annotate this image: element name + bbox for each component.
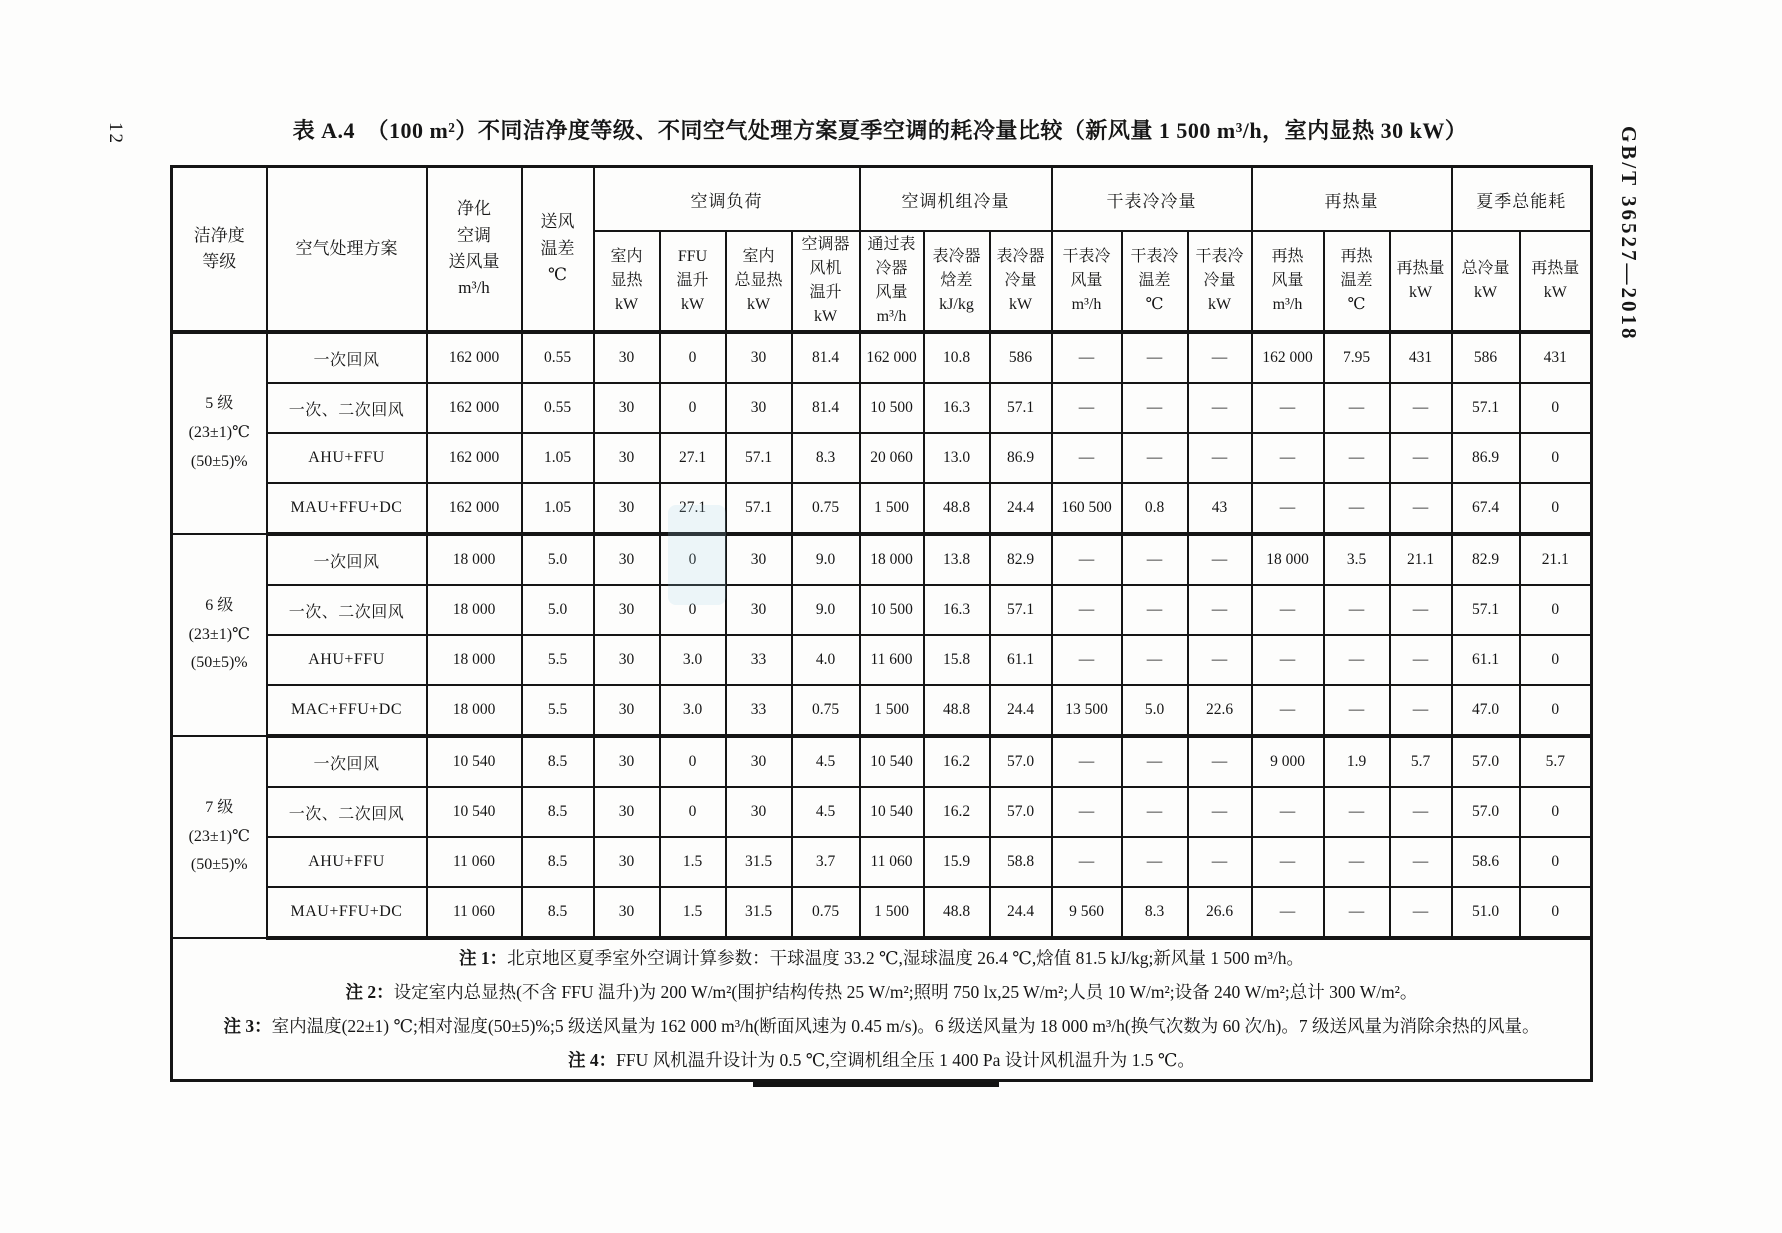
table-a4 (170, 165, 1593, 1082)
value-cell: — (1188, 787, 1252, 837)
footer-rule (753, 1082, 999, 1087)
table-row (172, 332, 1592, 383)
value-cell: 0 (1520, 635, 1592, 685)
value-cell: 8.5 (522, 787, 594, 837)
value-cell: 4.0 (792, 635, 860, 685)
value-cell: — (1122, 383, 1188, 433)
note-label: 注 1： (458, 948, 508, 968)
value-cell: 57.0 (1452, 736, 1520, 787)
value-cell: 57.1 (726, 483, 792, 534)
value-cell: 16.3 (924, 585, 990, 635)
value-cell: 81.4 (792, 332, 860, 383)
value-cell: 20 060 (860, 433, 924, 483)
value-cell: 5.0 (1122, 685, 1188, 736)
value-cell: 11 060 (860, 837, 924, 887)
value-cell: 1.9 (1324, 736, 1390, 787)
value-cell: — (1122, 534, 1188, 585)
value-cell: 0 (660, 787, 726, 837)
note-text: 室内温度(22±1) ℃;相对湿度(50±5)%;5 级送风量为 162 000 m³/h(断面风速为 0.45 m/s)。6 级送风量为 18 000 m³/h(换气次数为 60 次/h)。7 级送风量为消除余热的风量。 (271, 1016, 1540, 1037)
value-cell: 9.0 (792, 585, 860, 635)
notes-row (172, 938, 1592, 1080)
value-cell: 27.1 (660, 433, 726, 483)
value-cell: — (1390, 585, 1452, 635)
value-cell: 61.1 (1452, 635, 1520, 685)
value-cell: 431 (1520, 332, 1592, 383)
value-cell: — (1324, 635, 1390, 685)
value-cell: 0 (660, 534, 726, 585)
column-header: 再热量 kW (1520, 231, 1592, 332)
column-header: 洁净度 等级 (172, 167, 267, 333)
value-cell: — (1122, 332, 1188, 383)
value-cell: — (1390, 383, 1452, 433)
value-cell: 30 (594, 887, 660, 938)
value-cell: 162 000 (427, 483, 522, 534)
scheme-cell: 一次、二次回风 (267, 787, 427, 837)
note-item (175, 941, 1588, 975)
value-cell: — (1188, 534, 1252, 585)
scheme-cell: 一次、二次回风 (267, 383, 427, 433)
scheme-cell: 一次回风 (267, 332, 427, 383)
value-cell: 0 (1520, 787, 1592, 837)
page-number: 12 (105, 122, 126, 145)
value-cell: 10 540 (427, 736, 522, 787)
value-cell: — (1390, 685, 1452, 736)
value-cell: 86.9 (1452, 433, 1520, 483)
value-cell: 162 000 (427, 332, 522, 383)
value-cell: 57.0 (990, 787, 1052, 837)
value-cell: — (1122, 787, 1188, 837)
value-cell: 8.3 (1122, 887, 1188, 938)
value-cell: 0 (1520, 383, 1592, 433)
value-cell: — (1324, 887, 1390, 938)
value-cell: 30 (594, 837, 660, 887)
value-cell: 57.1 (1452, 585, 1520, 635)
value-cell: — (1052, 787, 1122, 837)
note-text: 设定室内总显热(不含 FFU 温升)为 200 W/m²(围护结构传热 25 W/m²;照明 750 lx,25 W/m²;人员 10 W/m²;设备 240 W/m²;总计 300 W/m²。 (393, 982, 1418, 1003)
value-cell: — (1252, 887, 1324, 938)
value-cell: 162 000 (427, 383, 522, 433)
value-cell: 5.5 (522, 635, 594, 685)
value-cell: 8.5 (522, 887, 594, 938)
value-cell: 27.1 (660, 483, 726, 534)
value-cell: 18 000 (1252, 534, 1324, 585)
value-cell: 10 540 (427, 787, 522, 837)
value-cell: 22.6 (1188, 685, 1252, 736)
value-cell: 30 (726, 332, 792, 383)
value-cell: 16.3 (924, 383, 990, 433)
value-cell: 9 560 (1052, 887, 1122, 938)
table-row (172, 585, 1592, 635)
value-cell: — (1252, 685, 1324, 736)
value-cell: — (1188, 332, 1252, 383)
value-cell: 1.5 (660, 887, 726, 938)
value-cell: 9 000 (1252, 736, 1324, 787)
note-text: 北京地区夏季室外空调计算参数：干球温度 33.2 ℃,湿球温度 26.4 ℃,焓值 81.5 kJ/kg;新风量 1 500 m³/h。 (507, 948, 1305, 968)
value-cell: 33 (726, 635, 792, 685)
value-cell: 61.1 (990, 635, 1052, 685)
value-cell: 67.4 (1452, 483, 1520, 534)
value-cell: 0 (1520, 483, 1592, 534)
value-cell: 0.75 (792, 483, 860, 534)
value-cell: — (1324, 685, 1390, 736)
value-cell: 13.0 (924, 433, 990, 483)
value-cell: 18 000 (427, 534, 522, 585)
value-cell: 30 (594, 635, 660, 685)
value-cell: — (1324, 433, 1390, 483)
value-cell: — (1188, 736, 1252, 787)
grade-cell: 7 级 (23±1)℃ (50±5)% (172, 736, 267, 938)
value-cell: 5.0 (522, 585, 594, 635)
value-cell: 26.6 (1188, 887, 1252, 938)
value-cell: 57.0 (1452, 787, 1520, 837)
value-cell: 82.9 (1452, 534, 1520, 585)
grade-cell: 5 级 (23±1)℃ (50±5)% (172, 332, 267, 534)
scheme-cell: 一次回风 (267, 736, 427, 787)
value-cell: — (1390, 887, 1452, 938)
value-cell: — (1324, 383, 1390, 433)
table-row (172, 787, 1592, 837)
value-cell: 86.9 (990, 433, 1052, 483)
table-row (172, 837, 1592, 887)
value-cell: — (1390, 837, 1452, 887)
column-header: 通过表 冷器 风量 m³/h (860, 231, 924, 332)
value-cell: 30 (726, 787, 792, 837)
value-cell: 16.2 (924, 787, 990, 837)
value-cell: — (1252, 585, 1324, 635)
value-cell: 30 (594, 483, 660, 534)
value-cell: 57.1 (1452, 383, 1520, 433)
value-cell: 8.5 (522, 837, 594, 887)
column-group-header: 夏季总能耗 (1452, 167, 1592, 232)
value-cell: — (1324, 787, 1390, 837)
value-cell: 30 (594, 685, 660, 736)
value-cell: 0 (1520, 837, 1592, 887)
value-cell: 8.5 (522, 736, 594, 787)
table-row (172, 887, 1592, 938)
value-cell: 0 (660, 736, 726, 787)
value-cell: 24.4 (990, 685, 1052, 736)
value-cell: 18 000 (427, 685, 522, 736)
column-header: 空调器 风机 温升 kW (792, 231, 860, 332)
value-cell: 0 (1520, 585, 1592, 635)
value-cell: 8.3 (792, 433, 860, 483)
scheme-cell: AHU+FFU (267, 837, 427, 887)
value-cell: 0 (1520, 433, 1592, 483)
value-cell: 4.5 (792, 736, 860, 787)
value-cell: 30 (726, 534, 792, 585)
value-cell: 11 060 (427, 837, 522, 887)
value-cell: 0 (1520, 887, 1592, 938)
value-cell: 81.4 (792, 383, 860, 433)
value-cell: — (1188, 837, 1252, 887)
value-cell: 1 500 (860, 887, 924, 938)
value-cell: 586 (1452, 332, 1520, 383)
value-cell: — (1390, 433, 1452, 483)
value-cell: 16.2 (924, 736, 990, 787)
column-header: 再热 温差 ℃ (1324, 231, 1390, 332)
value-cell: — (1122, 585, 1188, 635)
scheme-cell: MAU+FFU+DC (267, 887, 427, 938)
note-item (175, 1009, 1588, 1043)
value-cell: 82.9 (990, 534, 1052, 585)
scheme-cell: AHU+FFU (267, 433, 427, 483)
value-cell: 30 (726, 383, 792, 433)
note-label: 注 4： (568, 1050, 617, 1071)
column-header: 总冷量 kW (1452, 231, 1520, 332)
value-cell: 586 (990, 332, 1052, 383)
value-cell: — (1052, 383, 1122, 433)
column-header: FFU 温升 kW (660, 231, 726, 332)
note-text: FFU 风机温升设计为 0.5 ℃,空调机组全压 1 400 Pa 设计风机温升为 1.5 ℃。 (616, 1050, 1195, 1071)
value-cell: 160 500 (1052, 483, 1122, 534)
column-header: 再热 风量 m³/h (1252, 231, 1324, 332)
value-cell: 9.0 (792, 534, 860, 585)
value-cell: 13 500 (1052, 685, 1122, 736)
value-cell: 1 500 (860, 483, 924, 534)
value-cell: 0.75 (792, 685, 860, 736)
value-cell: — (1052, 534, 1122, 585)
table-row (172, 483, 1592, 534)
value-cell: — (1052, 837, 1122, 887)
value-cell: 5.0 (522, 534, 594, 585)
value-cell: 24.4 (990, 887, 1052, 938)
value-cell: — (1252, 635, 1324, 685)
standard-code: GB/T 36527—2018 (1617, 126, 1641, 342)
value-cell: 0.8 (1122, 483, 1188, 534)
value-cell: 18 000 (427, 585, 522, 635)
column-header: 表冷器 焓差 kJ/kg (924, 231, 990, 332)
value-cell: 30 (594, 332, 660, 383)
value-cell: 10.8 (924, 332, 990, 383)
value-cell: 3.5 (1324, 534, 1390, 585)
notes-area (172, 938, 1592, 1080)
value-cell: 13.8 (924, 534, 990, 585)
value-cell: 162 000 (427, 433, 522, 483)
value-cell: 30 (594, 787, 660, 837)
value-cell: 21.1 (1520, 534, 1592, 585)
value-cell: 0 (660, 585, 726, 635)
value-cell: — (1122, 736, 1188, 787)
column-group-header: 空调机组冷量 (860, 167, 1052, 232)
value-cell: 7.95 (1324, 332, 1390, 383)
scheme-cell: AHU+FFU (267, 635, 427, 685)
value-cell: 47.0 (1452, 685, 1520, 736)
value-cell: — (1188, 383, 1252, 433)
value-cell: — (1252, 383, 1324, 433)
column-header: 干表冷 风量 m³/h (1052, 231, 1122, 332)
value-cell: — (1122, 433, 1188, 483)
value-cell: 0.75 (792, 887, 860, 938)
grade-cell: 6 级 (23±1)℃ (50±5)% (172, 534, 267, 736)
scheme-cell: 一次回风 (267, 534, 427, 585)
value-cell: — (1252, 837, 1324, 887)
value-cell: 0 (660, 383, 726, 433)
column-header: 再热量 kW (1390, 231, 1452, 332)
value-cell: — (1052, 332, 1122, 383)
value-cell: 10 540 (860, 736, 924, 787)
column-header: 表冷器 冷量 kW (990, 231, 1052, 332)
value-cell: 1.5 (660, 837, 726, 887)
value-cell: 18 000 (427, 635, 522, 685)
table-row (172, 635, 1592, 685)
value-cell: 57.0 (990, 736, 1052, 787)
value-cell: 11 600 (860, 635, 924, 685)
value-cell: 1.05 (522, 433, 594, 483)
value-cell: 57.1 (726, 433, 792, 483)
value-cell: — (1390, 483, 1452, 534)
value-cell: 21.1 (1390, 534, 1452, 585)
value-cell: 30 (594, 585, 660, 635)
value-cell: — (1122, 635, 1188, 685)
value-cell: 5.5 (522, 685, 594, 736)
value-cell: 0 (1520, 685, 1592, 736)
value-cell: 33 (726, 685, 792, 736)
value-cell: 3.0 (660, 635, 726, 685)
column-header: 空气处理方案 (267, 167, 427, 333)
value-cell: 5.7 (1390, 736, 1452, 787)
value-cell: — (1122, 837, 1188, 887)
column-header: 送风 温差 ℃ (522, 167, 594, 333)
column-header: 净化 空调 送风量 m³/h (427, 167, 522, 333)
value-cell: — (1390, 787, 1452, 837)
value-cell: 58.6 (1452, 837, 1520, 887)
value-cell: — (1252, 433, 1324, 483)
value-cell: 30 (594, 383, 660, 433)
column-header: 干表冷 冷量 kW (1188, 231, 1252, 332)
note-label: 注 2： (345, 982, 394, 1003)
column-header: 室内 总显热 kW (726, 231, 792, 332)
value-cell: 15.8 (924, 635, 990, 685)
value-cell: 1 500 (860, 685, 924, 736)
value-cell: 48.8 (924, 483, 990, 534)
value-cell: — (1052, 736, 1122, 787)
table-row (172, 383, 1592, 433)
table-row (172, 433, 1592, 483)
value-cell: 10 500 (860, 585, 924, 635)
scheme-cell: MAC+FFU+DC (267, 685, 427, 736)
column-group-header: 干表冷冷量 (1052, 167, 1252, 232)
note-item (175, 1043, 1588, 1077)
value-cell: 51.0 (1452, 887, 1520, 938)
value-cell: 30 (594, 433, 660, 483)
scheme-cell: 一次、二次回风 (267, 585, 427, 635)
table-a4-wrap (170, 165, 1593, 1082)
value-cell: 1.05 (522, 483, 594, 534)
value-cell: — (1252, 483, 1324, 534)
column-header: 室内 显热 kW (594, 231, 660, 332)
value-cell: 30 (726, 736, 792, 787)
value-cell: 31.5 (726, 887, 792, 938)
value-cell: 57.1 (990, 383, 1052, 433)
value-cell: 31.5 (726, 837, 792, 887)
value-cell: 162 000 (1252, 332, 1324, 383)
value-cell: — (1252, 787, 1324, 837)
value-cell: 30 (594, 736, 660, 787)
value-cell: — (1324, 585, 1390, 635)
value-cell: 5.7 (1520, 736, 1592, 787)
table-row (172, 685, 1592, 736)
column-header: 干表冷 温差 ℃ (1122, 231, 1188, 332)
value-cell: 0 (660, 332, 726, 383)
value-cell: — (1188, 433, 1252, 483)
value-cell: 11 060 (427, 887, 522, 938)
value-cell: — (1324, 837, 1390, 887)
value-cell: 30 (594, 534, 660, 585)
value-cell: — (1188, 635, 1252, 685)
note-item (175, 975, 1588, 1009)
table-row (172, 534, 1592, 585)
table-row (172, 736, 1592, 787)
value-cell: 18 000 (860, 534, 924, 585)
value-cell: 4.5 (792, 787, 860, 837)
value-cell: — (1188, 585, 1252, 635)
column-group-header: 空调负荷 (594, 167, 860, 232)
value-cell: — (1052, 635, 1122, 685)
value-cell: 58.8 (990, 837, 1052, 887)
value-cell: — (1390, 635, 1452, 685)
value-cell: — (1324, 483, 1390, 534)
value-cell: 0.55 (522, 332, 594, 383)
value-cell: 15.9 (924, 837, 990, 887)
value-cell: 48.8 (924, 887, 990, 938)
value-cell: 43 (1188, 483, 1252, 534)
value-cell: 30 (726, 585, 792, 635)
scheme-cell: MAU+FFU+DC (267, 483, 427, 534)
column-group-header: 再热量 (1252, 167, 1452, 232)
value-cell: 3.7 (792, 837, 860, 887)
value-cell: 24.4 (990, 483, 1052, 534)
note-label: 注 3： (223, 1016, 272, 1037)
value-cell: 10 500 (860, 383, 924, 433)
value-cell: 48.8 (924, 685, 990, 736)
value-cell: 162 000 (860, 332, 924, 383)
table-title: 表 A.4 （100 m²）不同洁净度等级、不同空气处理方案夏季空调的耗冷量比较（新风量 1 500 m³/h，室内显热 30 kW） (292, 118, 1468, 143)
value-cell: 10 540 (860, 787, 924, 837)
value-cell: 3.0 (660, 685, 726, 736)
value-cell: 57.1 (990, 585, 1052, 635)
value-cell: 431 (1390, 332, 1452, 383)
value-cell: — (1052, 585, 1122, 635)
value-cell: — (1052, 433, 1122, 483)
value-cell: 0.55 (522, 383, 594, 433)
